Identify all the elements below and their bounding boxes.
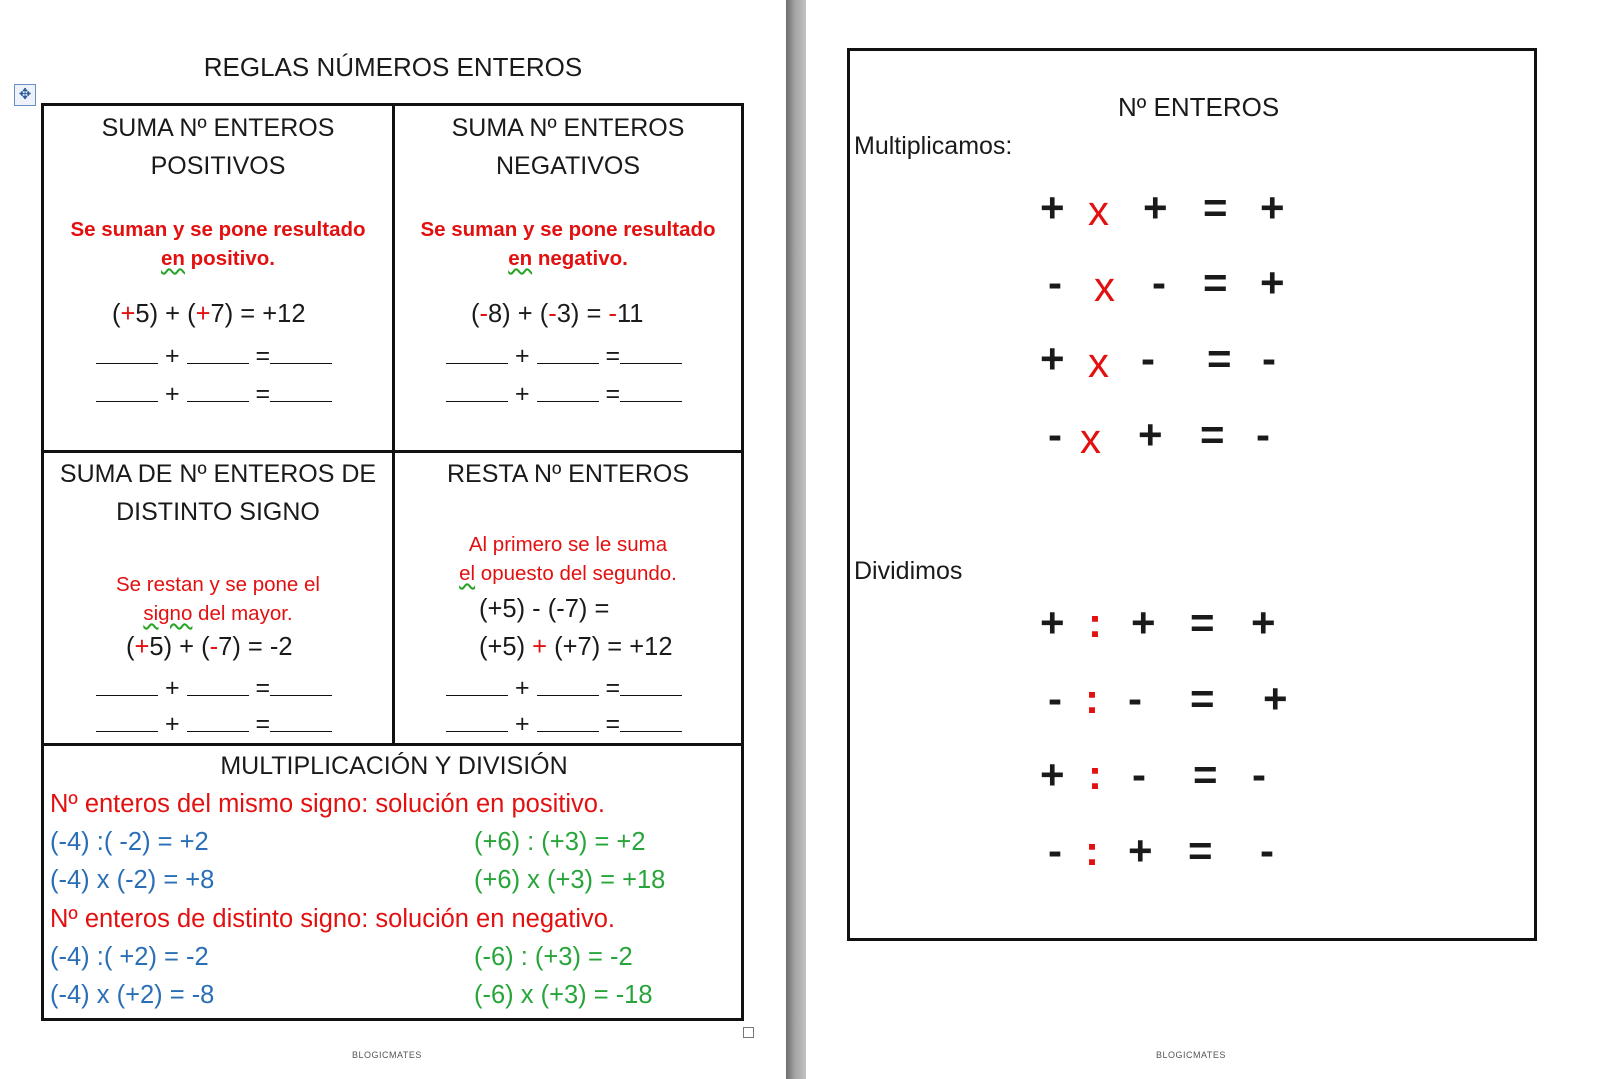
- sign-b: +: [1131, 599, 1156, 646]
- sign-result: -: [1262, 335, 1276, 382]
- blank-exercise-row[interactable]: + =: [446, 342, 682, 371]
- table-resize-handle[interactable]: [743, 1027, 754, 1038]
- sign-a: +: [1040, 335, 1065, 382]
- rule-text-rest: negativo.: [532, 247, 628, 270]
- rule-text: [395, 215, 741, 273]
- equals-sign: =: [1188, 827, 1213, 874]
- rule-line: [395, 559, 741, 588]
- rule-text: [44, 570, 392, 628]
- rule-text-rest: del mayor.: [192, 602, 293, 625]
- multiply-operator: x: [1094, 263, 1115, 310]
- example-equation: (+5) + (+7) = +12: [479, 633, 673, 661]
- sign-a: -: [1048, 675, 1062, 722]
- example-green: (+6) x (+3) = +18: [474, 866, 666, 894]
- heading-line: SUMA DE Nº ENTEROS DE: [59, 460, 377, 488]
- heading-line: SUMA Nº ENTEROS: [101, 114, 335, 142]
- example-green: (-6) x (+3) = -18: [474, 981, 653, 1009]
- page-gutter: [786, 0, 806, 1079]
- page-title: REGLAS NÚMEROS ENTEROS: [203, 52, 583, 82]
- blank-exercise-row[interactable]: + =: [96, 674, 332, 703]
- cell-heading: [44, 109, 392, 185]
- example-blue: (-4) x (-2) = +8: [50, 866, 215, 894]
- blank-exercise-row[interactable]: + =: [96, 380, 332, 409]
- rule-text: [395, 530, 741, 588]
- equals-sign: =: [1190, 599, 1215, 646]
- example-equation: (-8) + (-3) = -11: [471, 300, 644, 328]
- blank-exercise-row[interactable]: + =: [446, 380, 682, 409]
- move-cross-icon[interactable]: ✥: [14, 84, 36, 106]
- sign-b: -: [1141, 335, 1155, 382]
- spellcheck-word: en: [161, 247, 185, 270]
- blank-exercise-row[interactable]: + =: [446, 674, 682, 703]
- multiplicamos-label: Multiplicamos:: [854, 132, 1013, 160]
- dividimos-label: Dividimos: [854, 557, 963, 585]
- equals-sign: =: [1200, 411, 1225, 458]
- example-equation: (+5) - (-7) =: [479, 595, 610, 623]
- sign-result: -: [1256, 411, 1270, 458]
- sign-a: -: [1048, 827, 1062, 874]
- spellcheck-word: el: [459, 562, 476, 585]
- page-footer: BLOGICMATES: [1156, 1050, 1226, 1060]
- box-title: Nº ENTEROS: [1118, 92, 1280, 122]
- equals-sign: =: [1203, 184, 1228, 231]
- spellcheck-word: signo: [143, 602, 193, 625]
- sign-a: -: [1048, 411, 1062, 458]
- equals-sign: =: [1207, 335, 1232, 382]
- rule-text-rest: positivo.: [184, 247, 275, 270]
- sign-result: -: [1260, 827, 1274, 874]
- divide-operator: :: [1085, 827, 1099, 874]
- rules-box: [847, 48, 1537, 941]
- rule-line: Se suman y se pone resultado: [420, 218, 716, 241]
- rule-line: Al primero se le suma: [468, 533, 668, 556]
- divide-operator: :: [1088, 599, 1102, 646]
- page-footer: BLOGICMATES: [352, 1050, 422, 1060]
- sign-b: +: [1128, 827, 1153, 874]
- example-equation: (+5) + (+7) = +12: [112, 300, 306, 328]
- sign-b: +: [1138, 411, 1163, 458]
- multiply-operator: x: [1088, 187, 1109, 234]
- rule-line: [44, 244, 392, 273]
- sign-b: +: [1143, 184, 1168, 231]
- rule-text: [44, 215, 392, 273]
- cell-heading: RESTA Nº ENTEROS: [446, 460, 690, 488]
- cell-heading: [44, 455, 392, 531]
- rule-line: [395, 244, 741, 273]
- multiply-operator: x: [1088, 339, 1109, 386]
- blank-exercise-row[interactable]: + =: [96, 342, 332, 371]
- equals-sign: =: [1203, 259, 1228, 306]
- divide-operator: :: [1085, 675, 1099, 722]
- sign-b: -: [1132, 751, 1146, 798]
- sign-b: -: [1128, 675, 1142, 722]
- equals-sign: =: [1193, 751, 1218, 798]
- example-equation: (+5) + (-7) = -2: [126, 633, 293, 661]
- heading-line: DISTINTO SIGNO: [116, 498, 320, 526]
- cell-heading: [395, 109, 741, 185]
- sign-result: +: [1260, 259, 1285, 306]
- sign-a: -: [1048, 259, 1062, 306]
- sign-result: +: [1260, 184, 1285, 231]
- heading-line: NEGATIVOS: [495, 152, 640, 180]
- divide-operator: :: [1088, 751, 1102, 798]
- sign-a: +: [1040, 184, 1065, 231]
- equals-sign: =: [1190, 675, 1215, 722]
- example-blue: (-4) x (+2) = -8: [50, 981, 215, 1009]
- sign-a: +: [1040, 599, 1065, 646]
- sign-result: +: [1251, 599, 1276, 646]
- sign-result: +: [1263, 675, 1288, 722]
- diff-sign-rule: Nº enteros de distinto signo: solución en negativo.: [50, 905, 615, 933]
- rule-line: Se suman y se pone resultado: [70, 218, 366, 241]
- example-blue: (-4) :( +2) = -2: [50, 943, 209, 971]
- rule-text-rest: opuesto del segundo.: [475, 562, 677, 585]
- sign-a: +: [1040, 751, 1065, 798]
- blank-exercise-row[interactable]: + =: [96, 710, 332, 739]
- rule-line: [44, 599, 392, 628]
- heading-line: POSITIVOS: [150, 152, 286, 180]
- example-green: (+6) : (+3) = +2: [474, 828, 646, 856]
- blank-exercise-row[interactable]: + =: [446, 710, 682, 739]
- example-green: (-6) : (+3) = -2: [474, 943, 633, 971]
- same-sign-rule: Nº enteros del mismo signo: solución en positivo.: [50, 790, 605, 818]
- multiply-operator: x: [1080, 415, 1101, 462]
- rule-line: Se restan y se pone el: [116, 573, 320, 596]
- sign-result: -: [1252, 751, 1266, 798]
- heading-line: SUMA Nº ENTEROS: [451, 114, 685, 142]
- cell-heading: MULTIPLICACIÓN Y DIVISIÓN: [220, 752, 568, 780]
- sign-b: -: [1152, 259, 1166, 306]
- example-blue: (-4) :( -2) = +2: [50, 828, 209, 856]
- left-page: [0, 0, 786, 1079]
- spellcheck-word: en: [508, 247, 533, 270]
